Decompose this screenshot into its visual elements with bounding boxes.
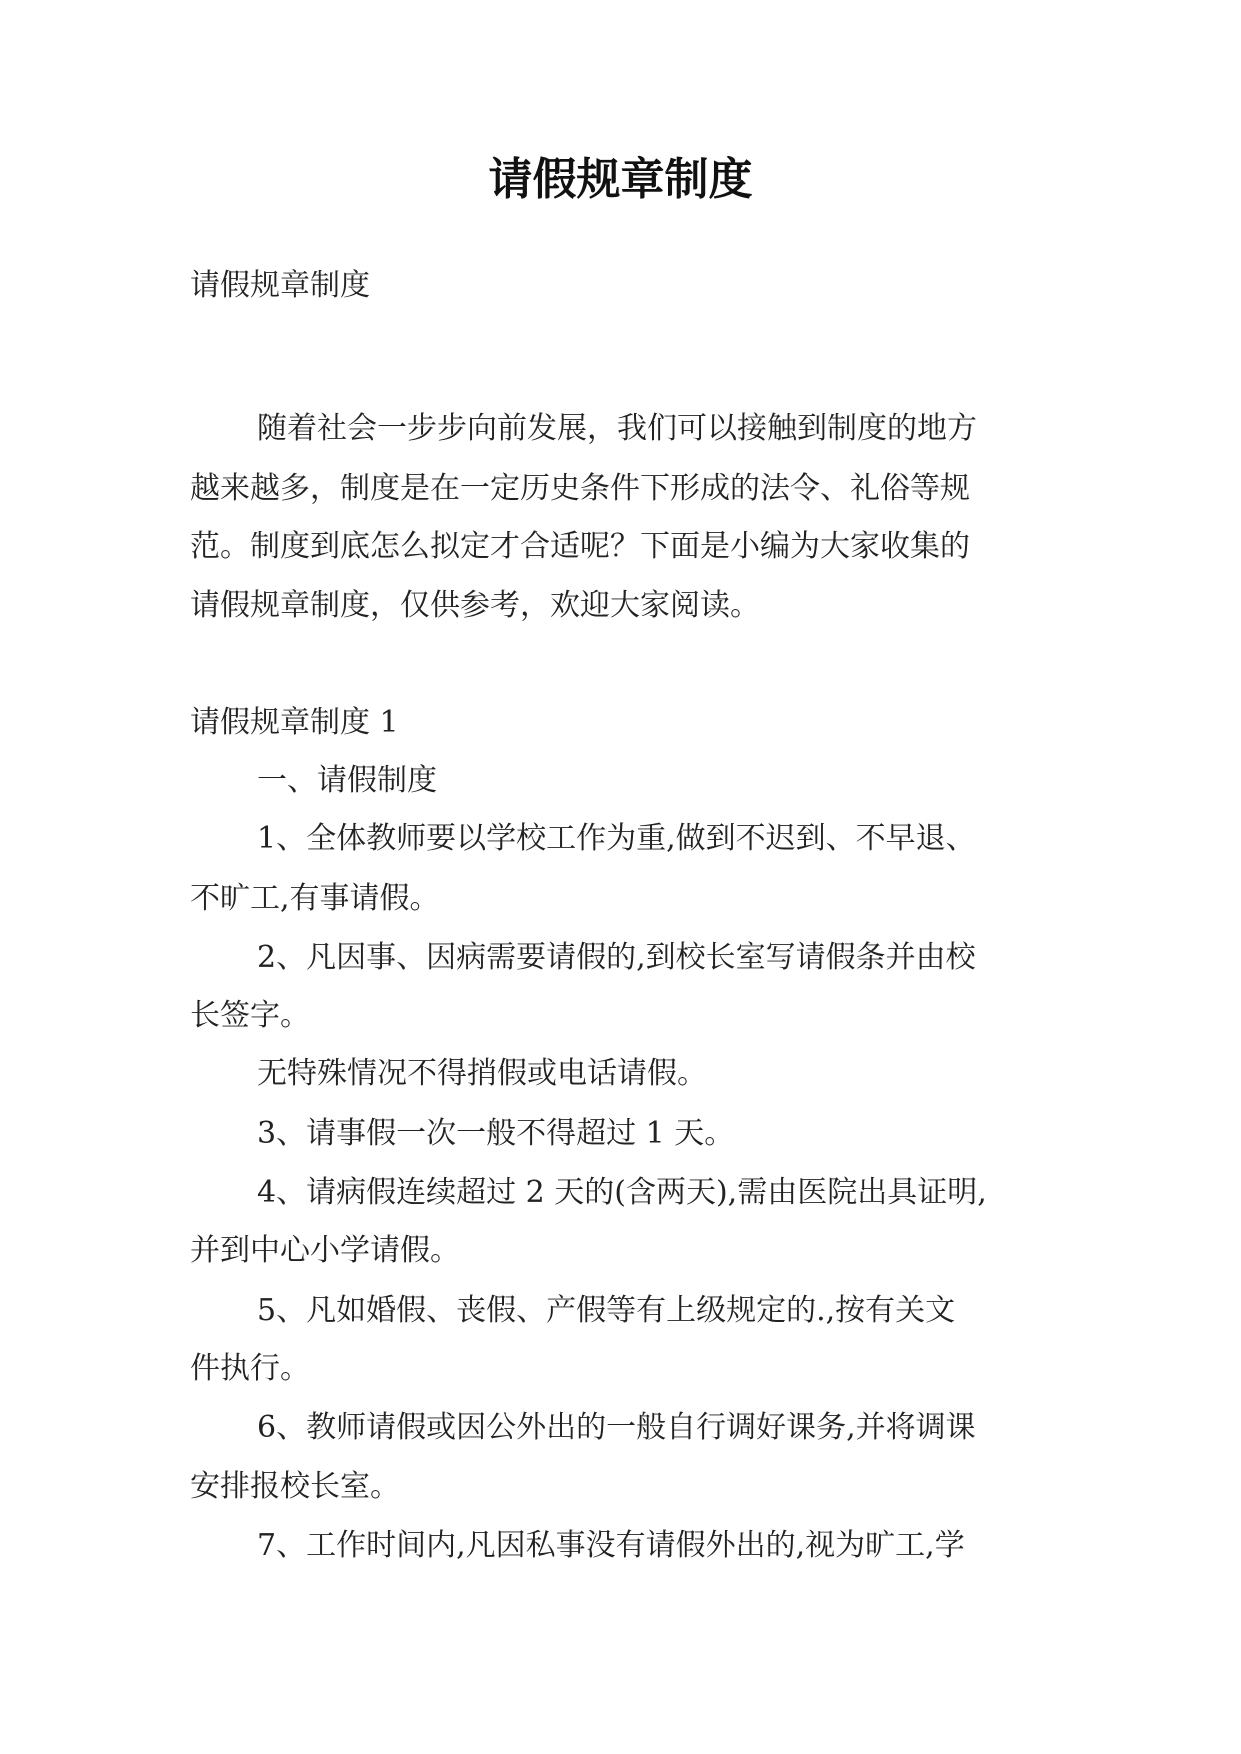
rule-line: 3、请事假一次一般不得超过 1 天。 [257, 1116, 735, 1151]
rule-line: 安排报校长室。 [190, 1469, 400, 1504]
rule-line: 7、工作时间内,凡因私事没有请假外出的,视为旷工,学 [257, 1528, 965, 1563]
part-heading: 一、请假制度 [257, 763, 437, 798]
intro-line: 越来越多，制度是在一定历史条件下形成的法令、礼俗等规 [190, 471, 970, 506]
intro-line: 随着社会一步步向前发展，我们可以接触到制度的地方 [257, 411, 977, 446]
rule-line: 长签字。 [190, 998, 310, 1033]
intro-line: 请假规章制度，仅供参考，欢迎大家阅读。 [190, 588, 760, 623]
rule-line: 无特殊情况不得捎假或电话请假。 [257, 1056, 707, 1091]
rule-line: 不旷工,有事请假。 [190, 881, 440, 916]
subtitle: 请假规章制度 [190, 268, 370, 303]
rule-line: 并到中心小学请假。 [190, 1233, 460, 1268]
rule-line: 2、凡因事、因病需要请假的,到校长室写请假条并由校 [257, 940, 976, 975]
document-title: 请假规章制度 [488, 154, 753, 205]
rule-line: 4、请病假连续超过 2 天的(含两天),需由医院出具证明, [257, 1175, 987, 1210]
section-heading: 请假规章制度 1 [190, 705, 399, 740]
rule-line: 5、凡如婚假、丧假、产假等有上级规定的.,按有关文 [257, 1293, 956, 1328]
rule-line: 1、全体教师要以学校工作为重,做到不迟到、不早退、 [257, 821, 976, 856]
intro-line: 范。制度到底怎么拟定才合适呢？下面是小编为大家收集的 [190, 529, 970, 564]
rule-line: 6、教师请假或因公外出的一般自行调好课务,并将调课 [257, 1410, 976, 1445]
rule-line: 件执行。 [190, 1351, 310, 1386]
